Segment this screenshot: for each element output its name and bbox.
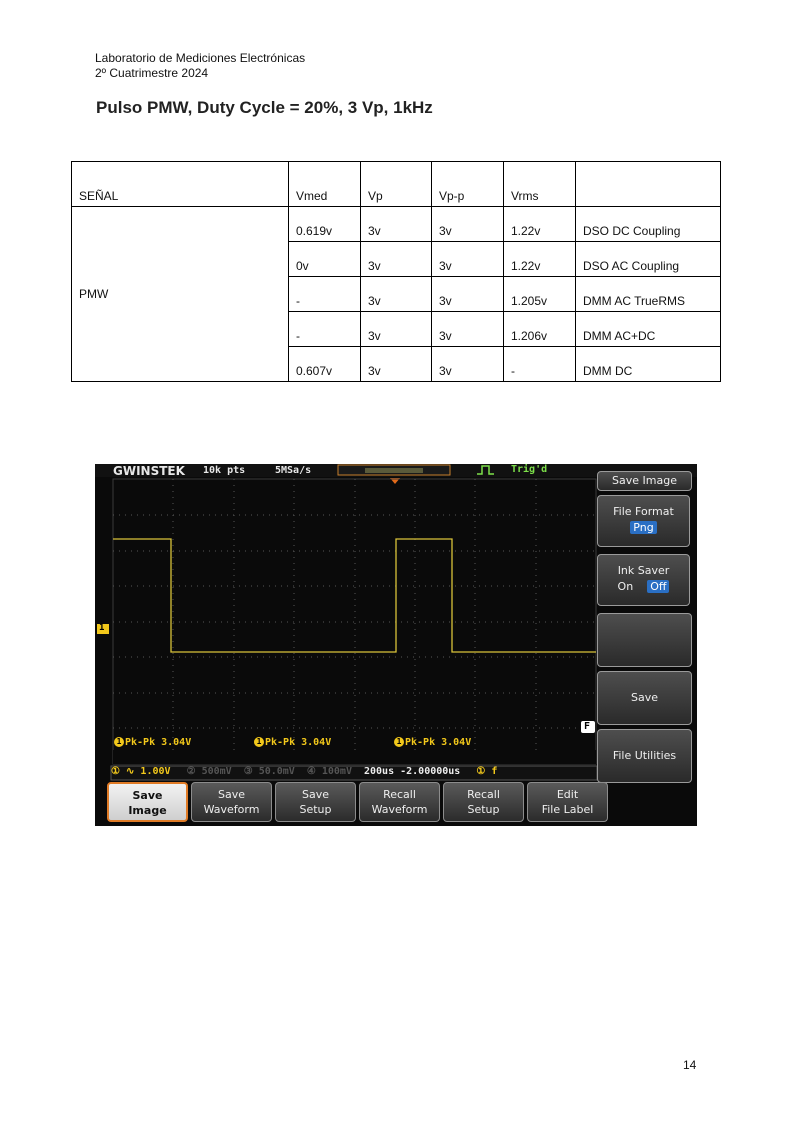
- table-header-row: [72, 162, 721, 207]
- measurement-3: 1 Pk-Pk 3.04V: [394, 737, 471, 748]
- oscilloscope-screenshot: [95, 464, 697, 826]
- trigger-status: Trig'd: [511, 464, 548, 475]
- save-setup-button[interactable]: [275, 782, 356, 822]
- table-cell: DMM AC+DC: [576, 312, 721, 347]
- table-cell: 3v: [432, 207, 504, 242]
- ch2-icon: ②: [186, 766, 196, 777]
- save-button[interactable]: Save: [597, 671, 692, 725]
- term: 2º Cuatrimestre 2024: [95, 66, 209, 80]
- ch1-icon: 1: [114, 737, 124, 747]
- header-cell: [576, 162, 721, 207]
- file-format-button[interactable]: [597, 495, 690, 547]
- file-format-value: Png: [630, 521, 656, 534]
- button-label: Save: [132, 789, 163, 802]
- channel-status-bar: [111, 766, 497, 777]
- header-cell: SEÑAL: [72, 162, 289, 207]
- button-label: Recall: [383, 788, 416, 801]
- table-cell: 1.22v: [504, 242, 576, 277]
- table-cell: -: [504, 347, 576, 382]
- ch1-icon: 1: [394, 737, 404, 747]
- edit-file-label-button[interactable]: [527, 782, 608, 822]
- ink-on: On: [617, 580, 634, 593]
- trigger-channel-icon: ①: [476, 766, 486, 777]
- header-cell: Vp-p: [432, 162, 504, 207]
- brand-logo: GWINSTEK: [113, 464, 185, 478]
- page-number: 14: [683, 1058, 697, 1072]
- table-cell: 3v: [432, 242, 504, 277]
- button-label: Save: [217, 788, 245, 801]
- table-cell: 1.22v: [504, 207, 576, 242]
- ch1-icon: ①: [111, 766, 120, 777]
- measurements-table: [71, 161, 721, 382]
- table-cell: DMM DC: [576, 347, 721, 382]
- header-cell: Vmed: [289, 162, 361, 207]
- table-cell: 3v: [361, 312, 432, 347]
- recall-setup-button[interactable]: [443, 782, 524, 822]
- button-label: Recall: [467, 788, 500, 801]
- recall-waveform-button[interactable]: [359, 782, 440, 822]
- header-cell: Vp: [361, 162, 432, 207]
- table-cell: 0.607v: [289, 347, 361, 382]
- table-cell: 3v: [432, 347, 504, 382]
- button-label: Setup: [467, 803, 500, 816]
- button-label: Edit: [556, 788, 579, 801]
- button-label: Waveform: [371, 803, 428, 816]
- button-label: Waveform: [203, 803, 260, 816]
- measurement-2: 1 Pk-Pk 3.04V: [254, 737, 331, 748]
- ac-coupling-icon: ∿: [126, 766, 135, 777]
- trigger-slope: f: [491, 766, 498, 777]
- button-label: Image: [128, 804, 167, 817]
- f-marker: F: [584, 721, 591, 732]
- header-cell: Vrms: [504, 162, 576, 207]
- ch4-icon: ④: [306, 766, 316, 777]
- save-waveform-button[interactable]: [191, 782, 272, 822]
- page-title: Pulso PMW, Duty Cycle = 20%, 3 Vp, 1kHz: [96, 98, 433, 117]
- table-cell: DSO AC Coupling: [576, 242, 721, 277]
- ch2-scale: 500mV: [201, 766, 232, 777]
- ch1-scale: 1.00V: [140, 766, 171, 777]
- table-cell: DMM AC TrueRMS: [576, 277, 721, 312]
- table-cell: 1.205v: [504, 277, 576, 312]
- button-label: Setup: [299, 803, 332, 816]
- table-cell: 3v: [432, 312, 504, 347]
- table-cell: 0v: [289, 242, 361, 277]
- table-cell: DSO DC Coupling: [576, 207, 721, 242]
- button-label: Save: [301, 788, 329, 801]
- ink-saver-button[interactable]: [597, 554, 690, 606]
- course-name: Laboratorio de Mediciones Electrónicas: [95, 51, 306, 65]
- sample-rate: 5MSa/s: [275, 465, 312, 476]
- measurement-1: 1 Pk-Pk 3.04V: [114, 737, 191, 748]
- ch1-marker: 1: [99, 623, 105, 633]
- ch1-icon: 1: [254, 737, 264, 747]
- table-cell: 1.206v: [504, 312, 576, 347]
- file-utilities-button[interactable]: File Utilities: [597, 729, 692, 783]
- ch3-scale: 50.0mV: [258, 766, 295, 777]
- save-image-button[interactable]: [107, 782, 188, 822]
- table-cell: 3v: [361, 347, 432, 382]
- signal-cell: PMW: [72, 207, 289, 382]
- ink-off: Off: [647, 580, 669, 593]
- ch4-scale: 100mV: [321, 766, 352, 777]
- record-length: 10k pts: [203, 465, 246, 476]
- button-label: File Label: [541, 803, 594, 816]
- table-row: [72, 207, 721, 242]
- table-cell: -: [289, 312, 361, 347]
- table-cell: 3v: [432, 277, 504, 312]
- file-format-label: File Format: [613, 505, 674, 518]
- table-cell: -: [289, 277, 361, 312]
- table-cell: 3v: [361, 207, 432, 242]
- timebase: 200us -2.00000us: [364, 766, 461, 777]
- table-cell: 3v: [361, 242, 432, 277]
- side-menu-title: Save Image: [597, 471, 692, 491]
- ink-saver-label: Ink Saver: [617, 564, 670, 577]
- table-cell: 3v: [361, 277, 432, 312]
- table-cell: 0.619v: [289, 207, 361, 242]
- empty-side-button[interactable]: [597, 613, 692, 667]
- ch3-icon: ③: [243, 766, 253, 777]
